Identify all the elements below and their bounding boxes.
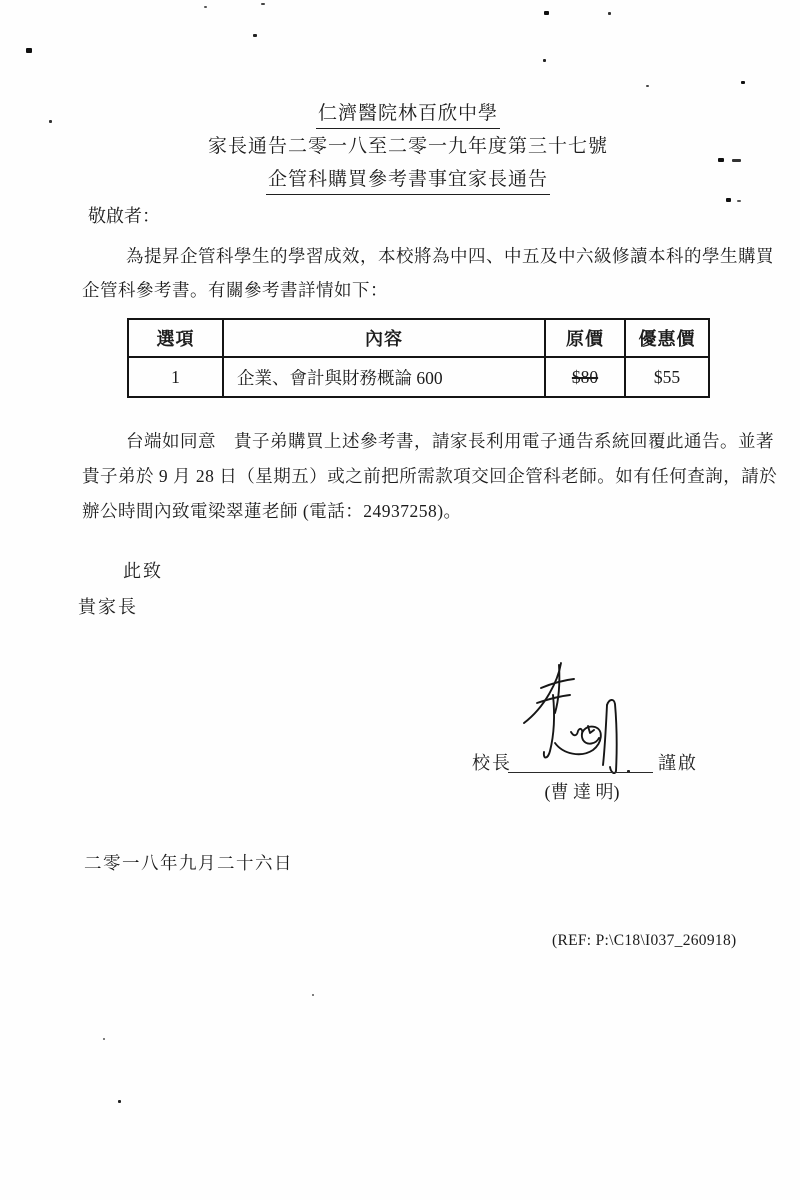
school-name: 仁濟醫院林百欣中學: [316, 101, 500, 129]
principal-name: (曹 達 明): [544, 782, 620, 802]
reference-book-table: [127, 318, 710, 398]
document-date: 二零一八年九月二十六日: [84, 853, 293, 873]
scan-speck: [741, 81, 745, 84]
scan-speck: [608, 12, 611, 15]
paragraph-line: 為提昇企管科學生的學習成效，本校將為中四、中五及中六級修讀本科的學生購買: [126, 246, 774, 266]
paragraph-line: 台端如同意 貴子弟購買上述參考書，請家長利用電子通告系統回覆此通告。並著: [126, 431, 774, 451]
scan-speck: [261, 3, 265, 5]
document-header: [8, 97, 800, 196]
notice-number-line: [8, 130, 800, 163]
scan-speck: [737, 200, 741, 202]
scan-speck: [646, 85, 649, 87]
closing-recipient: 貴家長: [78, 597, 138, 617]
cell-discount-price: $55: [625, 357, 709, 397]
principal-label: 校長: [472, 753, 512, 773]
scan-speck: [118, 1100, 121, 1103]
cell-option: 1: [128, 357, 223, 397]
paragraph-line: 貴子弟於 9 月 28 日（星期五）或之前把所需款項交回企管科老師。如有任何查詢，請於: [82, 466, 778, 486]
paragraph-line: 企管科參考書。有關參考書詳情如下：: [82, 280, 388, 300]
respectfully-label: 謹啟: [658, 753, 698, 773]
instructions-paragraph: [82, 424, 778, 529]
table-row: [128, 357, 709, 397]
scan-speck: [544, 11, 549, 15]
scan-speck: [253, 34, 257, 37]
scan-speck: [543, 59, 546, 62]
document-reference: (REF: P:\C18\I037_260918): [552, 932, 737, 949]
notice-subject-line: [8, 163, 800, 196]
notice-subject: 企管科購買參考書事宜家長通告: [266, 167, 550, 195]
scan-speck: [726, 198, 731, 202]
principal-signature: [503, 655, 628, 780]
notice-number: 家長通告二零一八至二零一九年度第三十七號: [207, 136, 608, 157]
table-header-row: [128, 319, 709, 357]
paragraph-line: 辦公時間內致電梁翠蓮老師 (電話：24937258)。: [82, 501, 462, 521]
scan-speck: [204, 6, 207, 8]
intro-paragraph: [82, 239, 774, 307]
salutation: 敬啟者：: [88, 206, 160, 226]
cell-original-price: $80: [545, 357, 625, 397]
scan-speck: [26, 48, 32, 53]
column-header-original-price: 原價: [545, 319, 625, 357]
column-header-option: 選項: [128, 319, 223, 357]
closing-cizhi: 此致: [123, 561, 163, 581]
signature-line: [508, 772, 653, 773]
column-header-content: 內容: [223, 319, 545, 357]
scan-speck: [312, 994, 314, 996]
school-name-line: [8, 97, 800, 130]
column-header-discount-price: 優惠價: [625, 319, 709, 357]
cell-content: 企業、會計與財務概論 600: [223, 357, 545, 397]
scan-speck: [103, 1038, 105, 1040]
